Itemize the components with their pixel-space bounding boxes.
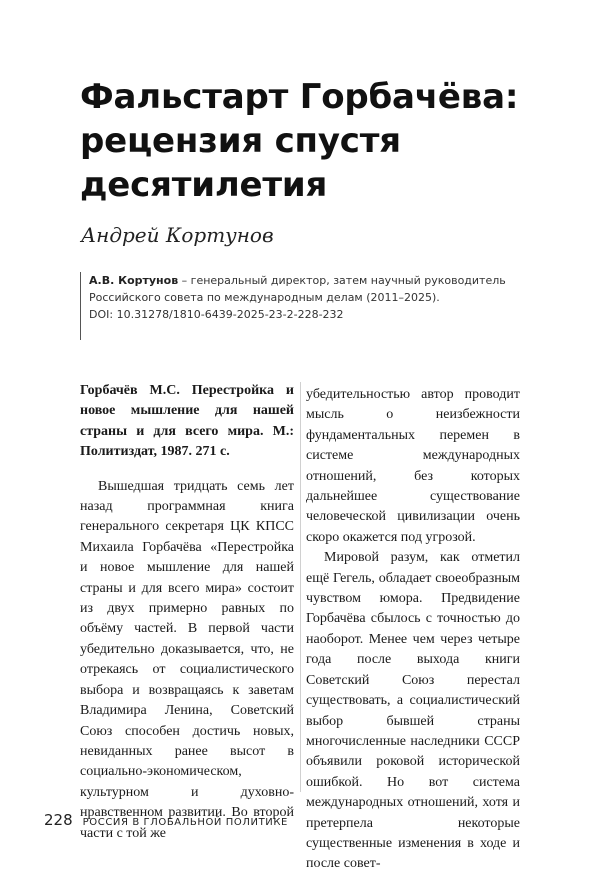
paragraph-2: Мировой разум, как отметил ещё Гегель, обладает своеобразным чувством юмора. Предвидение Горбачёва сбылось с точностью до наоборот. Менее чем через четыре года после выхода книги Советский Союз перестал существовать, а социалистический выбор бывшей страны многочисленные наследники СССР объявили роковой исторической ошибкой. Но вот система международных отношений, хотя и претерпела некоторые существенные изменения в ходе и после совет- [306, 550, 520, 872]
book-reference: Горбачёв М.С. Перестройка и новое мышление для нашей страны и для всего мира. М.: Политиздат, 1987. 271 с. [80, 383, 294, 460]
article-author: Андрей Кортунов [81, 223, 274, 247]
journal-name: РОССИЯ В ГЛОБАЛЬНОЙ ПОЛИТИКЕ [82, 817, 288, 828]
article-title: Фальстарт Горбачёва: рецензия спустя десятилетия [80, 77, 519, 205]
author-short-name: А.В. Кортунов [89, 274, 179, 287]
paragraph-1-part-2: убедительностью автор проводит мысль о неизбежности фундаментальных перемен в системе международных отношений, без которых дальнейшее существование человеческой цивилизации очень скоро окажется под угрозой. [306, 387, 520, 545]
doi: DOI: 10.31278/1810-6439-2025-23-2-228-232 [89, 308, 344, 321]
column-divider [300, 382, 301, 792]
text-column-left [80, 381, 294, 844]
text-column-right [306, 385, 520, 875]
author-position: – генеральный директор, затем научный руководитель Российского совета по международным делам (2011–2025). [89, 274, 506, 304]
paragraph-1-part-1: Вышедшая тридцать семь лет назад программная книга генерального секретаря ЦК КПСС Михаила Горбачёва «Перестройка и новое мышление для нашей страны и для всего мира» состоит из двух примерно равных по объёму частей. В первой части убедительно доказывается, что, не отрекаясь от социалистического выбора и возвращаясь к заветам Владимира Ленина, Советский Союз способен достичь новых, невиданных ранее высот в социально-экономическом, культурном и духовно-нравственном развитии. Во второй части с той же [80, 478, 294, 841]
author-description [89, 272, 541, 306]
page-number: 228 [44, 811, 73, 829]
page-footer [44, 811, 288, 829]
author-info-block [80, 272, 541, 340]
